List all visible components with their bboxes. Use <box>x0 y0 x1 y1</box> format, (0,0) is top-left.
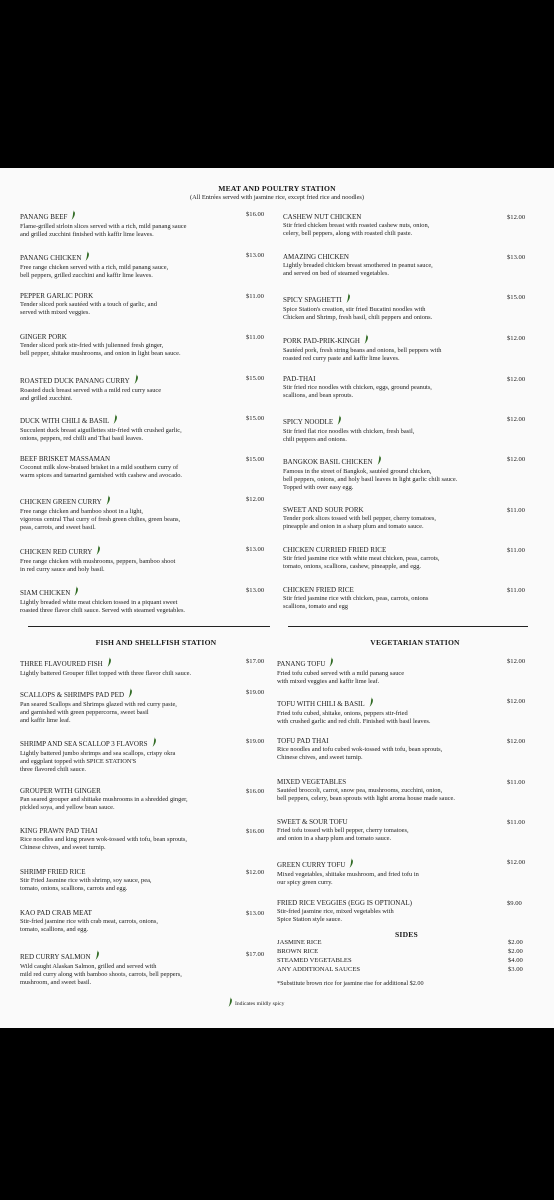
menu-item-name-text: KAO PAD CRAB MEAT <box>20 909 92 917</box>
menu-item-name <box>277 778 509 787</box>
menu-item-price: $17.00 <box>246 951 265 958</box>
meat-menu-item <box>283 506 513 531</box>
menu-item-description: Stir fried flat rice noodles with chicken, fresh basil, chili peppers and onions. <box>283 428 415 443</box>
fish-menu-item <box>20 688 246 725</box>
vegetarian-menu-item <box>277 737 509 762</box>
menu-item-price: $15.00 <box>246 456 265 463</box>
menu-item-name <box>20 657 246 670</box>
menu-item-price: $11.00 <box>507 779 525 786</box>
menu-item-name <box>20 333 246 342</box>
menu-item-name-text: SPICY NOODLE <box>283 418 334 426</box>
meat-menu-item <box>283 253 513 278</box>
menu-item-description: Tender sliced pork sautéed with a touch of garlic, and served with mixed veggies. <box>20 301 157 316</box>
menu-item-name <box>20 787 246 796</box>
chili-pepper-icon <box>85 251 90 264</box>
menu-item-name <box>20 737 246 750</box>
menu-item-name <box>20 455 246 464</box>
menu-item-name-text: SWEET & SOUR TOFU <box>277 818 348 826</box>
menu-item-description: Wild caught Alaskan Salmon, grilled and served with mild red curry along with bamboo shoots, carrots, bell peppers, mushroom, and sweet basil. <box>20 963 182 986</box>
menu-item-name <box>20 827 246 836</box>
fish-menu-item <box>20 909 246 934</box>
menu-item-description: Sautéed pork, fresh string beans and onions, bell peppers with roasted red curry paste and kaffir lime leaves. <box>283 347 442 362</box>
menu-item-name-text: CHICKEN RED CURRY <box>20 548 93 556</box>
menu-item-description: Tender sliced pork stir-fried with julienned fresh ginger, bell pepper, shitake mushrooms, and onion in light bean sauce. <box>20 342 181 357</box>
menu-item-name <box>277 818 509 827</box>
menu-item-name <box>283 213 513 222</box>
meat-menu-item <box>20 333 246 358</box>
menu-item-name-text: SIAM CHICKEN <box>20 589 71 597</box>
menu-item-price: $16.00 <box>246 828 265 835</box>
chili-pepper-icon <box>369 697 374 710</box>
meat-menu-item <box>20 374 246 403</box>
menu-item-name <box>20 868 246 877</box>
menu-item-name-text: BANGKOK BASIL CHICKEN <box>283 458 373 466</box>
meat-menu-item <box>20 545 246 574</box>
chili-pepper-icon <box>96 545 101 558</box>
menu-item-price: $13.00 <box>246 546 265 553</box>
fish-menu-item <box>20 737 246 774</box>
vegetarian-menu-item <box>277 657 509 686</box>
vegetarian-menu-item <box>277 858 509 887</box>
vegetarian-station-title: VEGETARIAN STATION <box>370 638 460 647</box>
meat-menu-item <box>283 334 513 363</box>
meat-menu-item <box>20 210 246 239</box>
menu-item-price: $15.00 <box>246 415 265 422</box>
menu-item-name-text: SHRIMP AND SEA SCALLOP 3 FLAVORS <box>20 740 148 748</box>
menu-item-name <box>283 293 513 306</box>
fish-menu-item <box>20 827 246 852</box>
chili-pepper-icon <box>95 950 100 963</box>
chili-pepper-icon <box>337 415 342 428</box>
menu-item-description: Flame-grilled sirloin slices served with a rich, mild panang sauce and grilled zucchini finished with kaffir lime leaves. <box>20 223 187 238</box>
vegetarian-menu-item <box>277 899 509 924</box>
menu-item-name-text: TOFU PAD THAI <box>277 737 329 745</box>
meat-menu-item <box>283 455 513 492</box>
menu-item-name-text: PANANG TOFU <box>277 660 326 668</box>
vegetarian-menu-item <box>277 818 509 843</box>
meat-station-subtitle: (All Entrées served with jasmine rice, except fried rice and noodles) <box>189 194 365 201</box>
menu-item-name <box>283 506 513 515</box>
menu-item-description: Stir fried jasmine rice with chicken, peas, carrots, onions scallions, tomato and egg <box>283 595 429 610</box>
chili-pepper-icon <box>106 495 111 508</box>
menu-item-name-text: ROASTED DUCK PANANG CURRY <box>20 377 130 385</box>
menu-item-price: $12.00 <box>507 738 526 745</box>
menu-item-description: Lightly breaded chicken breast smothered in peanut sauce, and served on bed of steamed vegetables. <box>283 262 433 277</box>
menu-item-name <box>20 950 246 963</box>
chili-pepper-icon <box>346 293 351 306</box>
menu-item-description: Stir fried chicken breast with roasted cashew nuts, onion, celery, bell peppers, along with roasted chili paste. <box>283 222 430 237</box>
menu-item-description: Lightly battered Grouper fillet topped with three flavor chili sauce. <box>20 670 192 677</box>
menu-item-price: $12.00 <box>507 335 526 342</box>
menu-item-description: Tender pork slices tossed with bell pepper, cherry tomatoes, pineapple and onion in a sharp plum and tomato sauce. <box>283 515 436 530</box>
menu-item-name-text: SPICY SPAGHETTI <box>283 296 342 304</box>
menu-item-description: Spice Station's creation, stir fried Bucatini noodles with Chicken and Shrimp, fresh basil, chili peppers and onions. <box>283 306 433 321</box>
menu-item-price: $12.00 <box>246 869 265 876</box>
menu-item-description: Stir fried rice noodles with chicken, eggs, ground peanuts, scallions, and bean sprouts. <box>283 384 432 399</box>
chili-pepper-icon <box>107 657 112 670</box>
menu-item-price: $13.00 <box>246 252 265 259</box>
menu-item-name-text: GREEN CURRY TOFU <box>277 861 346 869</box>
menu-item-price: $13.00 <box>246 587 265 594</box>
chili-pepper-icon <box>113 414 118 427</box>
chili-pepper-icon <box>228 997 233 1009</box>
menu-item-price: $11.00 <box>507 819 525 826</box>
menu-item-name-text: AMAZING CHICKEN <box>283 253 349 261</box>
meat-menu-item <box>283 213 513 238</box>
fish-station-title: FISH AND SHELLFISH STATION <box>95 638 217 647</box>
menu-item-name-text: KING PRAWN PAD THAI <box>20 827 98 835</box>
side-item-name: STEAMED VEGETABLES <box>277 957 352 964</box>
menu-item-name-text: DUCK WITH CHILI & BASIL <box>20 417 110 425</box>
menu-item-description: Stir-fried jasmine rice, mixed vegetables with Spice Station style sauce. <box>277 908 394 923</box>
menu-item-price: $12.00 <box>507 456 526 463</box>
menu-item-name <box>283 334 513 347</box>
menu-item-name <box>20 210 246 223</box>
meat-menu-item <box>20 414 246 443</box>
menu-item-description: Free range chicken and bamboo shoot in a light, vigorous central Thai curry of fresh green chilies, green beans, peas, carrots, and sweet basil. <box>20 508 181 531</box>
menu-item-name <box>277 899 509 908</box>
menu-item-name-text: CASHEW NUT CHICKEN <box>283 213 362 221</box>
menu-item-name-text: GINGER PORK <box>20 333 67 341</box>
menu-item-price: $11.00 <box>246 293 264 300</box>
side-item-price: $3.00 <box>508 966 523 973</box>
menu-item-price: $11.00 <box>507 507 525 514</box>
meat-menu-item <box>20 251 246 280</box>
menu-item-name-text: PANANG BEEF <box>20 213 68 221</box>
menu-item-price: $12.00 <box>507 376 526 383</box>
menu-item-description: Pan seared grouper and shiitake mushrooms in a shredded ginger, pickled soya, and yellow bean sauce. <box>20 796 188 811</box>
menu-item-name-text: MIXED VEGETABLES <box>277 778 347 786</box>
menu-item-description: Rice noodles and king prawn wok-tossed with tofu, bean sprouts, Chinese chives, and sweet turnip. <box>20 836 188 851</box>
menu-item-description: Rice noodles and tofu cubed wok-tossed with tofu, bean sprouts, Chinese chives, and sweet turnip. <box>277 746 443 761</box>
meat-menu-item <box>283 586 513 611</box>
menu-item-name-text: PANANG CHICKEN <box>20 254 82 262</box>
meat-menu-item <box>283 293 513 322</box>
menu-item-name <box>277 697 509 710</box>
menu-item-description: Famous in the street of Bangkok, sautéed ground chicken, bell peppers, onions, and holy basil leaves in light garlic chili sauce. Topped with over easy egg. <box>283 468 458 491</box>
menu-item-name <box>277 858 509 871</box>
menu-item-price: $12.00 <box>507 214 526 221</box>
menu-item-price: $12.00 <box>507 658 526 665</box>
menu-item-price: $12.00 <box>507 698 526 705</box>
menu-item-price: $12.00 <box>246 496 265 503</box>
menu-item-price: $16.00 <box>246 211 265 218</box>
section-divider <box>28 626 270 627</box>
menu-item-name-text: SWEET AND SOUR PORK <box>283 506 364 514</box>
menu-item-price: $19.00 <box>246 738 265 745</box>
menu-item-description: Fried tofu tossed with bell pepper, cherry tomatoes, and onion in a sharp plum and tomato sauce. <box>277 827 409 842</box>
menu-item-name-text: THREE FLAVOURED FISH <box>20 660 103 668</box>
menu-item-name <box>20 374 246 387</box>
menu-item-price: $12.00 <box>507 416 526 423</box>
menu-item-description: Stir Fried Jasmine rice with shrimp, soy sauce, pea, tomato, onions, scallions, carrots and egg. <box>20 877 152 892</box>
menu-item-name-text: CHICKEN GREEN CURRY <box>20 498 102 506</box>
menu-item-price: $9.00 <box>507 900 522 907</box>
vegetarian-menu-item <box>277 697 509 726</box>
menu-item-name <box>283 455 513 468</box>
chili-pepper-icon <box>349 858 354 871</box>
menu-item-description: Fried tofu cubed served with a mild panang sauce with mixed veggies and kaffir lime leaf. <box>277 670 405 685</box>
menu-item-name <box>283 546 513 555</box>
menu-item-price: $15.00 <box>507 294 526 301</box>
menu-item-description: Roasted duck breast served with a mild red curry sauce and grilled zucchini. <box>20 387 162 402</box>
meat-station-title: MEAT AND POULTRY STATION <box>218 184 336 193</box>
fish-menu-item <box>20 868 246 893</box>
meat-menu-item <box>20 586 246 615</box>
menu-item-name <box>283 586 513 595</box>
menu-item-name-text: RED CURRY SALMON <box>20 953 91 961</box>
side-item-name: BROWN RICE <box>277 948 319 955</box>
menu-item-name <box>283 415 513 428</box>
menu-item-name-text: FRIED RICE VEGGIES (EGG IS OPTIONAL) <box>277 899 413 907</box>
sides-title: SIDES <box>395 930 418 939</box>
menu-item-name-text: GROUPER WITH GINGER <box>20 787 101 795</box>
menu-item-name <box>20 292 246 301</box>
menu-item-description: Fried tofu cubed, shitake, onions, peppers stir-fried with crushed garlic and red chili. Finished with basil leaves. <box>277 710 431 725</box>
menu-item-name-text: PEPPER GARLIC PORK <box>20 292 94 300</box>
menu-item-name <box>20 688 246 701</box>
menu-item-name-text: CHICKEN FRIED RICE <box>283 586 354 594</box>
menu-item-name <box>277 737 509 746</box>
menu-item-name-text: BEEF BRISKET MASSAMAN <box>20 455 111 463</box>
menu-item-description: Pan seared Scallops and Shrimps glazed with red curry paste, and garnished with green peppercorns, sweet basil and kaffir lime leaf. <box>20 701 177 724</box>
fish-menu-item <box>20 950 246 987</box>
chili-pepper-icon <box>71 210 76 223</box>
meat-menu-item <box>283 546 513 571</box>
chili-pepper-icon <box>377 455 382 468</box>
menu-item-description: Mixed vegetables, shiitake mushroom, and fried tofu in our spicy green curry. <box>277 871 419 886</box>
chili-pepper-icon <box>364 334 369 347</box>
menu-item-price: $11.00 <box>507 587 525 594</box>
menu-item-name <box>20 545 246 558</box>
chili-pepper-icon <box>329 657 334 670</box>
menu-item-price: $17.00 <box>246 658 265 665</box>
menu-item-description: Lightly breaded white meat chicken tossed in a piquant sweet roasted three flavor chili sauce. Served with steamed vegetables. <box>20 599 186 614</box>
menu-item-name <box>283 253 513 262</box>
meat-menu-item <box>20 495 246 532</box>
meat-menu-item <box>283 375 513 400</box>
chili-pepper-icon <box>128 688 133 701</box>
menu-item-price: $11.00 <box>246 334 264 341</box>
fish-menu-item <box>20 657 246 678</box>
section-divider <box>288 626 528 627</box>
menu-item-name-text: SCALLOPS & SHRIMPS PAD PED <box>20 691 124 699</box>
menu-item-price: $15.00 <box>246 375 265 382</box>
menu-item-description: Stir fried jasmine rice with white meat chicken, peas, carrots, tomato, onions, scallions, cashew, pineapple, and egg. <box>283 555 440 570</box>
legend-text: Indicates mildly spicy <box>235 1001 285 1007</box>
menu-item-name <box>283 375 513 384</box>
menu-item-name <box>277 657 509 670</box>
menu-item-price: $12.00 <box>507 859 526 866</box>
menu-item-description: Lightly battered jumbo shrimps and sea scallops, crispy okra and eggplant topped with SPICE STATION'S three flavored chili sauce. <box>20 750 176 773</box>
menu-item-name-text: SHRIMP FRIED RICE <box>20 868 86 876</box>
spicy-legend <box>228 997 284 1009</box>
menu-item-price: $13.00 <box>246 910 265 917</box>
meat-menu-item <box>283 415 513 444</box>
fish-menu-item <box>20 787 246 812</box>
menu-page <box>0 168 554 1028</box>
menu-item-description: Succulent duck breast aiguillettes stir-fried with crushed garlic, onions, peppers, red chilli and Thai basil leaves. <box>20 427 182 442</box>
side-item-price: $4.00 <box>508 957 523 964</box>
side-item-name: JASMINE RICE <box>277 939 322 946</box>
chili-pepper-icon <box>152 737 157 750</box>
menu-item-name-text: CHICKEN CURRIED FRIED RICE <box>283 546 387 554</box>
side-item-name: ANY ADDITIONAL SAUCES <box>277 966 361 973</box>
meat-menu-item <box>20 292 246 317</box>
menu-item-name <box>20 414 246 427</box>
menu-item-description: Free range chicken served with a rich, mild panang sauce, bell peppers, grilled zucchini and kaffir lime leaves. <box>20 264 169 279</box>
menu-item-name-text: PORK PAD-PRIK-KINGH <box>283 337 360 345</box>
menu-item-description: Free range chicken with mushrooms, peppers, bamboo shoot in red curry sauce and holy basil. <box>20 558 176 573</box>
menu-item-description: Sautéed broccoli, carrot, snow pea, mushrooms, zucchini, onion, bell peppers, celery, bean sprouts with light aroma house made sauce. <box>277 787 455 802</box>
menu-item-price: $13.00 <box>507 254 526 261</box>
side-item-price: $2.00 <box>508 948 523 955</box>
sides-note: *Substitute brown rice for jasmine rise for additional $2.00 <box>277 980 424 987</box>
menu-item-name <box>20 909 246 918</box>
menu-item-name-text: TOFU WITH CHILI & BASIL <box>277 700 365 708</box>
chili-pepper-icon <box>134 374 139 387</box>
menu-item-name <box>20 251 246 264</box>
vegetarian-menu-item <box>277 778 509 803</box>
menu-item-name <box>20 586 246 599</box>
menu-item-price: $11.00 <box>507 547 525 554</box>
side-item-price: $2.00 <box>508 939 523 946</box>
menu-item-description: Coconut milk slow-braised brisket in a mild southern curry of warm spices and tamarind garnished with cashew and avocado. <box>20 464 183 479</box>
menu-item-price: $16.00 <box>246 788 265 795</box>
chili-pepper-icon <box>74 586 79 599</box>
meat-menu-item <box>20 455 246 480</box>
menu-item-description: Stir-fried jasmine rice with crab meat, carrots, onions, tomato, scallions, and egg. <box>20 918 158 933</box>
menu-item-name-text: PAD-THAI <box>283 375 316 383</box>
menu-item-name <box>20 495 246 508</box>
menu-item-price: $19.00 <box>246 689 265 696</box>
